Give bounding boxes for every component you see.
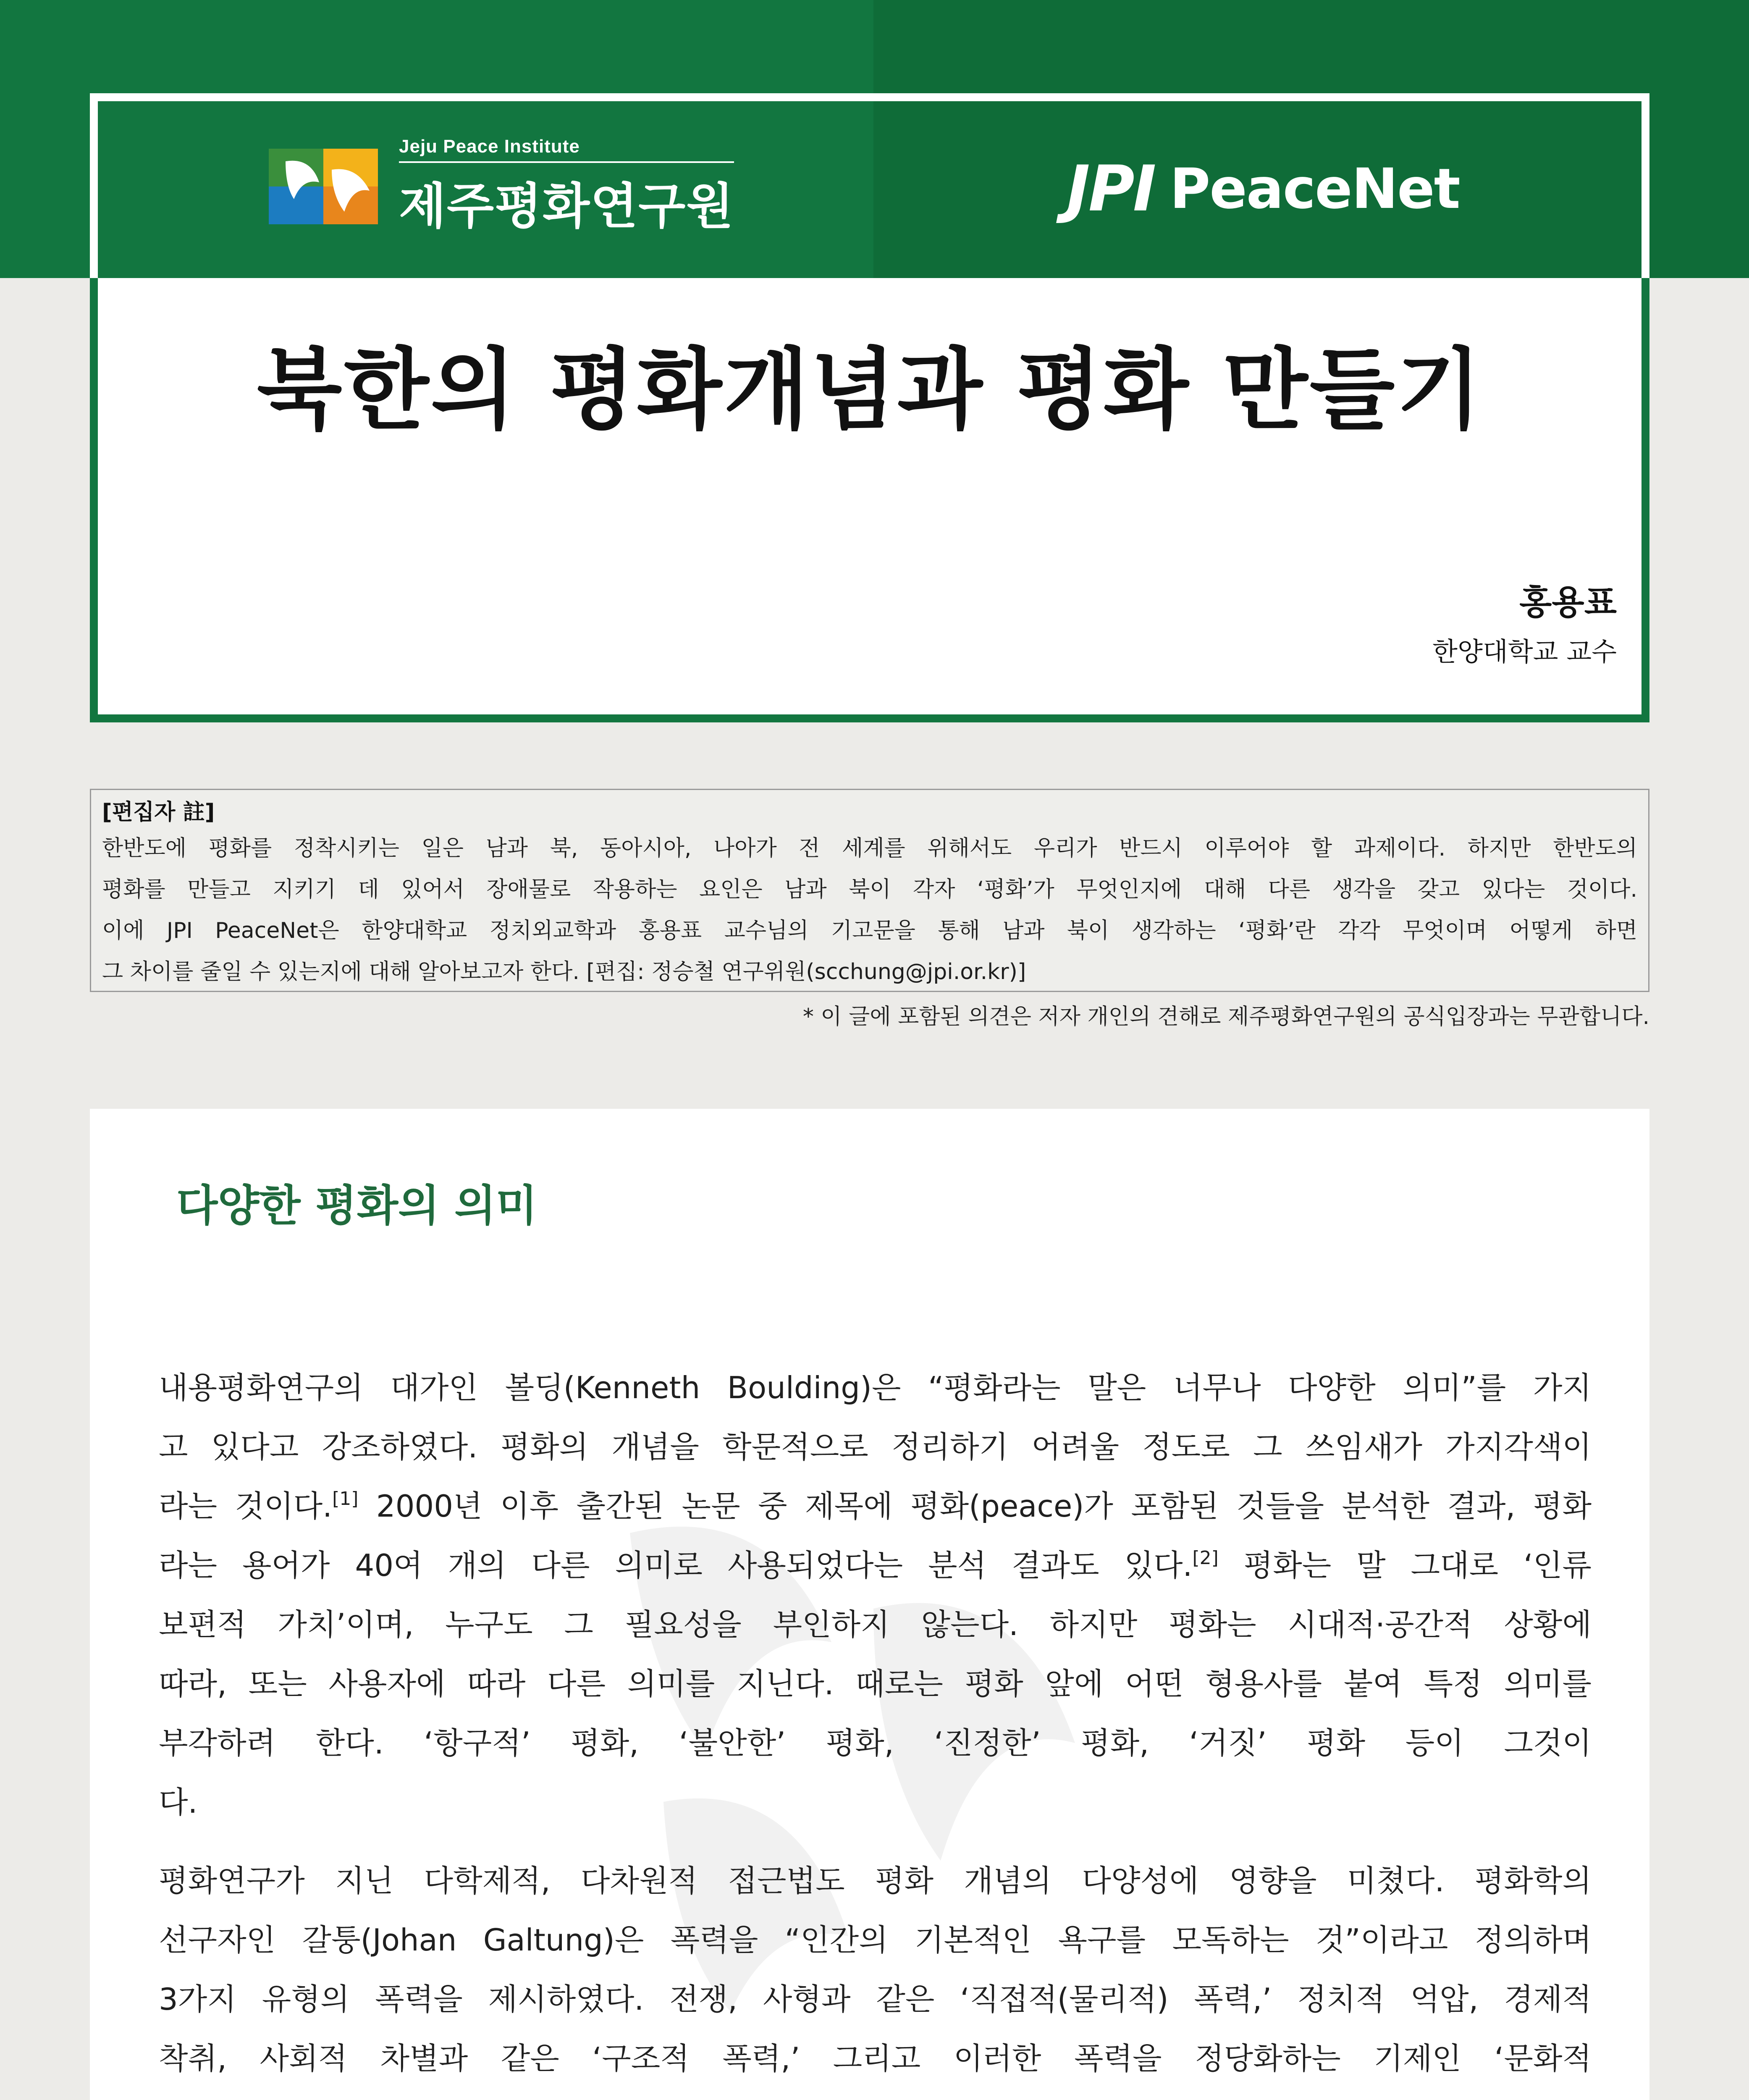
paragraph-line: [159, 1536, 1592, 1595]
logo-text: [399, 136, 734, 237]
jpi-peacenet-logo: [1067, 152, 1460, 226]
paragraph-line: 평화연구가 지닌 다학제적, 다차원적 접근법도 평화 개념의 다양성에 영향을 미쳤다. 평화학의: [159, 1863, 1592, 1898]
jpi-mark: JPI: [1067, 152, 1155, 226]
paragraph-line: 3가지 유형의 폭력을 제시하였다. 전쟁, 사형과 같은 ‘직접적(물리적) 폭력,’ 정치적 억압, 경제적: [159, 1982, 1592, 2017]
paragraph-line: 착취, 사회적 차별과 같은 ‘구조적 폭력,’ 그리고 이러한 폭력을 정당화하는 기제인 ‘문화적: [159, 2041, 1592, 2076]
editor-note-line: 이에 JPI PeaceNet은 한양대학교 정치외교학과 홍용표 교수님의 기고문을 통해 남과 북이 생각하는 ‘평화’란 각각 무엇이며 어떻게 하면: [102, 918, 1637, 943]
paragraph-line: 보편적 가치’이며, 누구도 그 필요성을 부인하지 않는다. 하지만 평화는 시대적·공간적 상황에: [159, 1607, 1592, 1642]
paragraph-line: 따라, 또는 사용자에 따라 다른 의미를 지닌다. 때로는 평화 앞에 어떤 형용사를 붙여 특정 의미를: [159, 1666, 1592, 1701]
paragraph-2: [159, 1851, 1592, 2100]
editor-note-box: [90, 789, 1649, 992]
section-title: 다양한 평화의 의미: [176, 1181, 538, 1231]
editor-note-heading: [편집자 註]: [102, 800, 215, 825]
footnote-ref-1[interactable]: [1]: [332, 1488, 359, 1509]
peacenet-wordmark: PeaceNet: [1169, 157, 1460, 221]
paragraph-line: [159, 2088, 1592, 2100]
paragraph-line: 내용평화연구의 대가인 볼딩(Kenneth Boulding)은 “평화라는 말은 너무나 다양한 의미”를 가지: [159, 1370, 1592, 1405]
jeju-peace-institute-logo: [269, 136, 734, 235]
paragraph-line: 선구자인 갈퉁(Johan Galtung)은 폭력을 “인간의 기본적인 욕구를 모독하는 것”이라고 정의하며: [159, 1922, 1592, 1958]
paragraph-text: 평화는 말 그대로 ‘인류: [1218, 1548, 1592, 1583]
footnote-ref-2[interactable]: [2]: [1192, 1547, 1219, 1569]
paragraph-text: 라는 용어가 40여 개의 다른 의미로 사용되었다는 분석 결과도 있다.: [159, 1548, 1193, 1583]
logo-korean: 제주평화연구원: [399, 178, 734, 235]
author-name: 홍용표: [1519, 583, 1617, 622]
paragraph-line: 고 있다고 강조하였다. 평화의 개념을 학문적으로 정리하기 어려울 정도로 그 쓰임새가 가지각색이: [159, 1429, 1592, 1465]
page-title: 북한의 평화개념과 평화 만들기: [257, 339, 1484, 441]
paragraph-line: 부각하려 한다. ‘항구적’ 평화, ‘불안한’ 평화, ‘진정한’ 평화, ‘거짓’ 평화 등이 그것이: [159, 1725, 1592, 1761]
paragraph-text: 2000년 이후 출간된 논문 중 제목에 평화(peace)가 포함된 것들을 분석한 결과, 평화: [358, 1488, 1592, 1524]
author-affiliation: 한양대학교 교수: [1432, 636, 1617, 667]
paragraph-text: 라는 것이다.: [159, 1488, 333, 1524]
logo-english: Jeju Peace Institute: [399, 136, 734, 163]
editor-note-line: 한반도에 평화를 정착시키는 일은 남과 북, 동아시아, 나아가 전 세계를 위해서도 우리가 반드시 이루어야 할 과제이다. 하지만 한반도의: [102, 836, 1637, 861]
paragraph-line: 다.: [159, 1785, 198, 1820]
dove-logo-icon: [269, 144, 386, 228]
paragraph-1: [159, 1358, 1592, 1832]
editor-note-line: 그 차이를 줄일 수 있는지에 대해 알아보고자 한다. [편집: 정승철 연구위원(scchung@jpi.or.kr)]: [102, 959, 1026, 984]
editor-note-line: 평화를 만들고 지키기 데 있어서 장애물로 작용하는 요인은 남과 북이 각자 ‘평화’가 무엇인지에 대해 다른 생각을 갖고 있다는 것이다.: [102, 877, 1637, 902]
paragraph-line: [159, 1477, 1592, 1536]
disclaimer: * 이 글에 포함된 의견은 저자 개인의 견해로 제주평화연구원의 공식입장과는 무관합니다.: [802, 1004, 1649, 1029]
